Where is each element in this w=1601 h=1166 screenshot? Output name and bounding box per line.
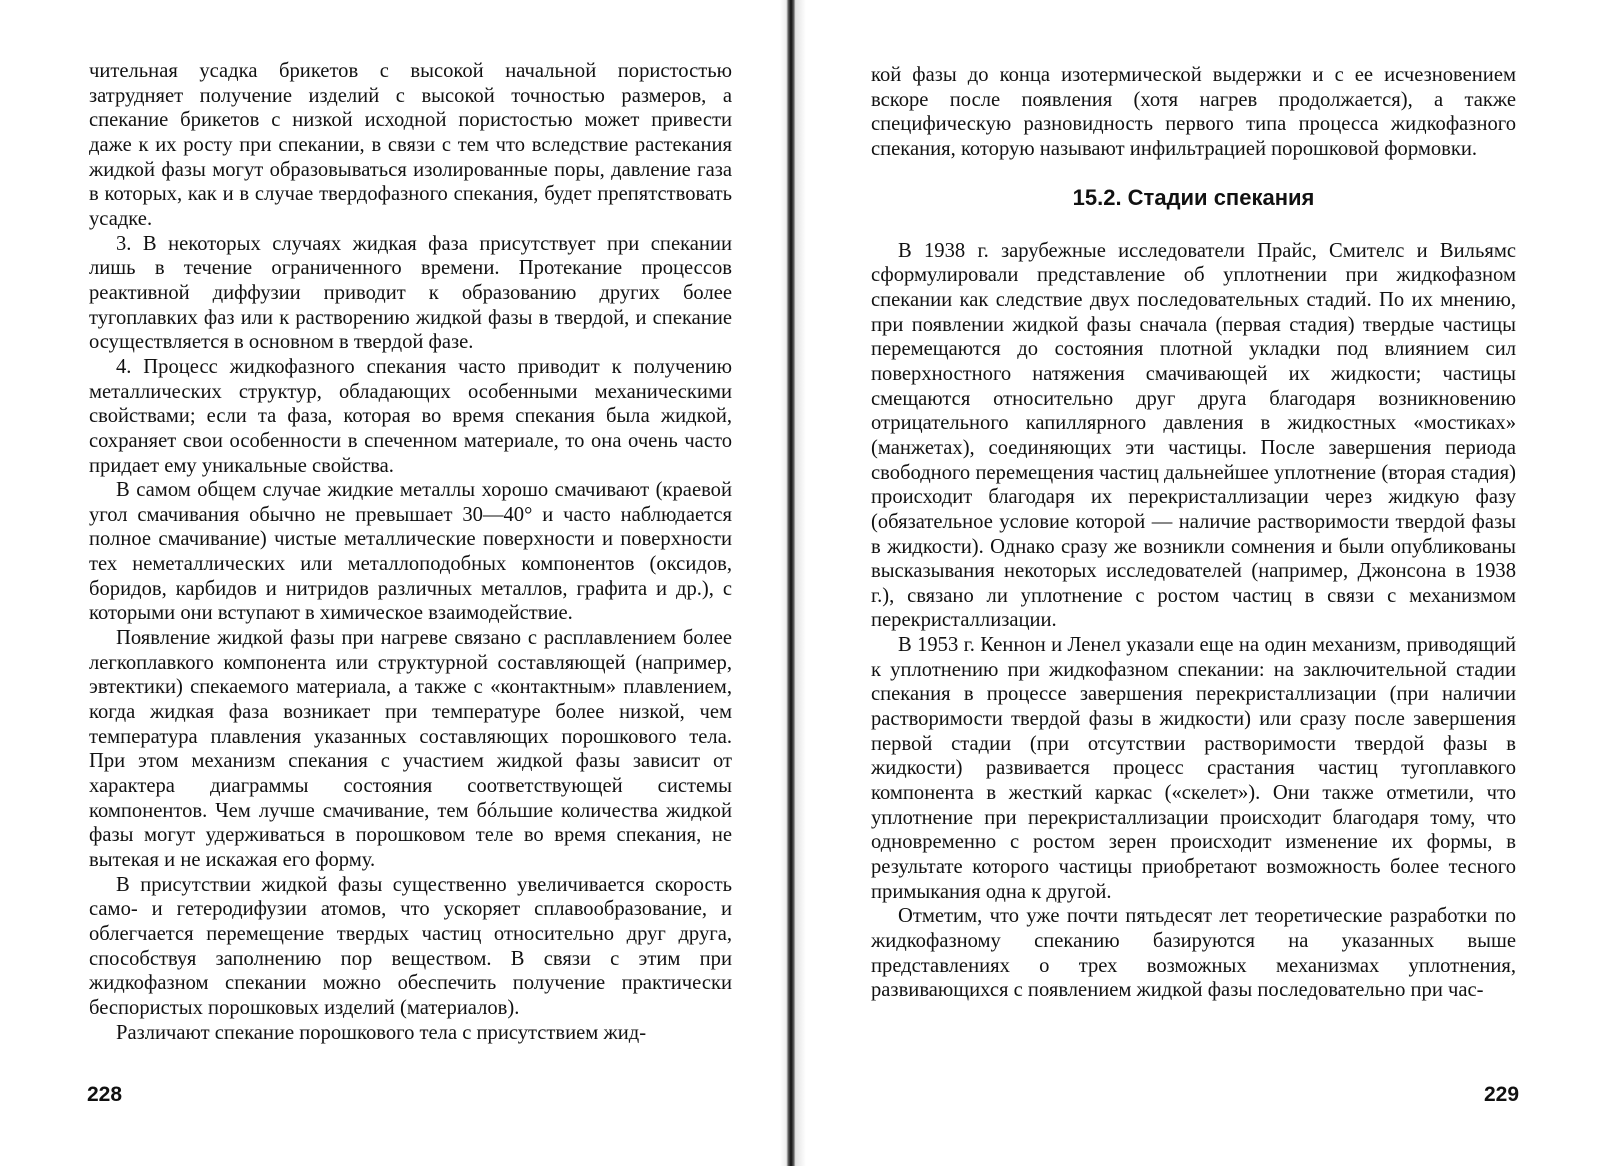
section-heading: 15.2. Стадии спекания [1072, 184, 1315, 210]
page-number: 229 [1484, 1083, 1520, 1106]
paragraph: Отметим, что уже почти пятьдесят лет теоретические разработки по жидкофазному спеканию базируются на указанных выше представлениях о трех возможных механизмах уплотнения, развивающихся с появлением жидкой фазы последовательно при час- [871, 905, 1516, 1002]
paragraph: чительная усадка брикетов с высокой начальной пористостью затрудняет получение изделий с высокой точностью размеров, а спекание брикетов с низкой исходной пористостью может привести даже к их росту при спекании, в связи с тем что вследствие растекания жидкой фазы могут образовываться изолированные поры, давление газа в которых, как и в случае твердофазного спекания, будет препятствовать усадке. [89, 60, 732, 230]
paragraph: 4. Процесс жидкофазного спекания часто приводит к получению металлических структур, обладающих особенными механическими свойствами; если та фаза, которая во время спекания была жидкой, сохраняет свои особенности в спеченном материале, то она очень часто придает ему уникальные свойства. [89, 355, 732, 477]
paragraph: В 1953 г. Кеннон и Ленел указали еще на один механизм, приводящий к уплотнению при жидкофазном спекании: на заключительной стадии спекания в процессе завершения перекристаллизации (при наличии растворимости твердой фазы в жидкости) или сразу после завершения первой стадии (при отсутствии растворимости твердой фазы в жидкости) развивается процесс срастания частиц тугоплавкого компонента в жесткий каркас («скелет»). Они также отметили, что уплотнение при перекристаллизации происходит благодаря тому, что одновременно с ростом зерен происходит изменение их формы, в результате которого частицы приобретают возможность более тесного примыкания одна к другой. [871, 634, 1516, 903]
left-page-text [89, 59, 732, 1045]
paragraph: Различают спекание порошкового тела с присутствием жид- [116, 1021, 647, 1044]
right-page [808, 0, 1601, 1166]
paragraph: В самом общем случае жидкие металлы хорошо смачивают (краевой угол смачивания обычно не превышает 30—40° и часто наблюдается полное смачивание) чистые металлические поверхности и поверхности тех неметаллических или металлоподобных компонентов (оксидов, боридов, карбидов и нитридов различных металлов, графита и др.), с которыми они вступают в химическое взаимодействие. [89, 479, 732, 625]
paragraph: В 1938 г. зарубежные исследователи Прайс, Смителс и Вильямс сформулировали представление об уплотнении при жидкофазном спекании как следствие двух последовательных стадий. По их мнению, при появлении жидкой фазы сначала (первая стадия) твердые частицы перемещаются до состояния плотной укладки под влиянием сил поверхностного натяжения смачивающей их жидкости; частицы смещаются относительно друг друга благодаря возникновению отрицательного капиллярного давления в жидкостных «мостиках» (манжетах), соединяющих эти частицы. После завершения периода свободного перемещения частиц дальнейшее уплотнение (вторая стадия) происходит благодаря их перекристаллизации через жидкую фазу (обязательное условие которой — наличие растворимости твердой фазы в жидкости). Однако сразу же возникли сомнения и были опубликованы высказывания некоторых исследователей (например, Джонсона в 1938 г.), связано ли уплотнение с ростом частиц в связи с механизмом перекристаллизации. [871, 239, 1516, 632]
left-page [0, 0, 800, 1166]
book-spine [786, 0, 796, 1166]
paragraph: Появление жидкой фазы при нагреве связано с расплавлением более легкоплавкого компонента или структурной составляющей (например, эвтектики) спекаемого материала, а также с «контактным» плавлением, когда жидкая фаза возникает при температуре более низкой, чем температура плавления указанных составляющих порошкового тела. При этом механизм спекания с участием жидкой фазы зависит от характера диаграммы состояния соответствующей системы компонентов. Чем лучше смачивание, тем бóльшие количества жидкой фазы могут удерживаться в порошковом теле во время спекания, не вытекая и не искажая его форму. [89, 627, 732, 871]
page-number: 228 [87, 1083, 123, 1106]
paragraph: В присутствии жидкой фазы существенно увеличивается скорость само- и гетеродифузии атомов, что ускоряет сплавообразование, и облегчается перемещение твердых частиц относительно друг друга, способствуя заполнению пор веществом. В связи с этим при жидкофазном спекании можно обеспечить получение практически беспористых порошковых изделий (материалов). [89, 873, 732, 1019]
paragraph: кой фазы до конца изотермической выдержки и с ее исчезновением вскоре после появления (хотя нагрев продолжается), а также специфическую разновидность первого типа процесса жидкофазного спекания, которую называют инфильтрацией порошковой формовки. [871, 64, 1516, 160]
right-page-text [871, 63, 1516, 1003]
paragraph: 3. В некоторых случаях жидкая фаза присутствует при спекании лишь в течение ограниченного времени. Протекание процессов реактивной диффузии приводит к образованию других более тугоплавких фаз или к растворению жидкой фазы в твердой, и спекание осуществляется в основном в твердой фазе. [89, 232, 732, 354]
